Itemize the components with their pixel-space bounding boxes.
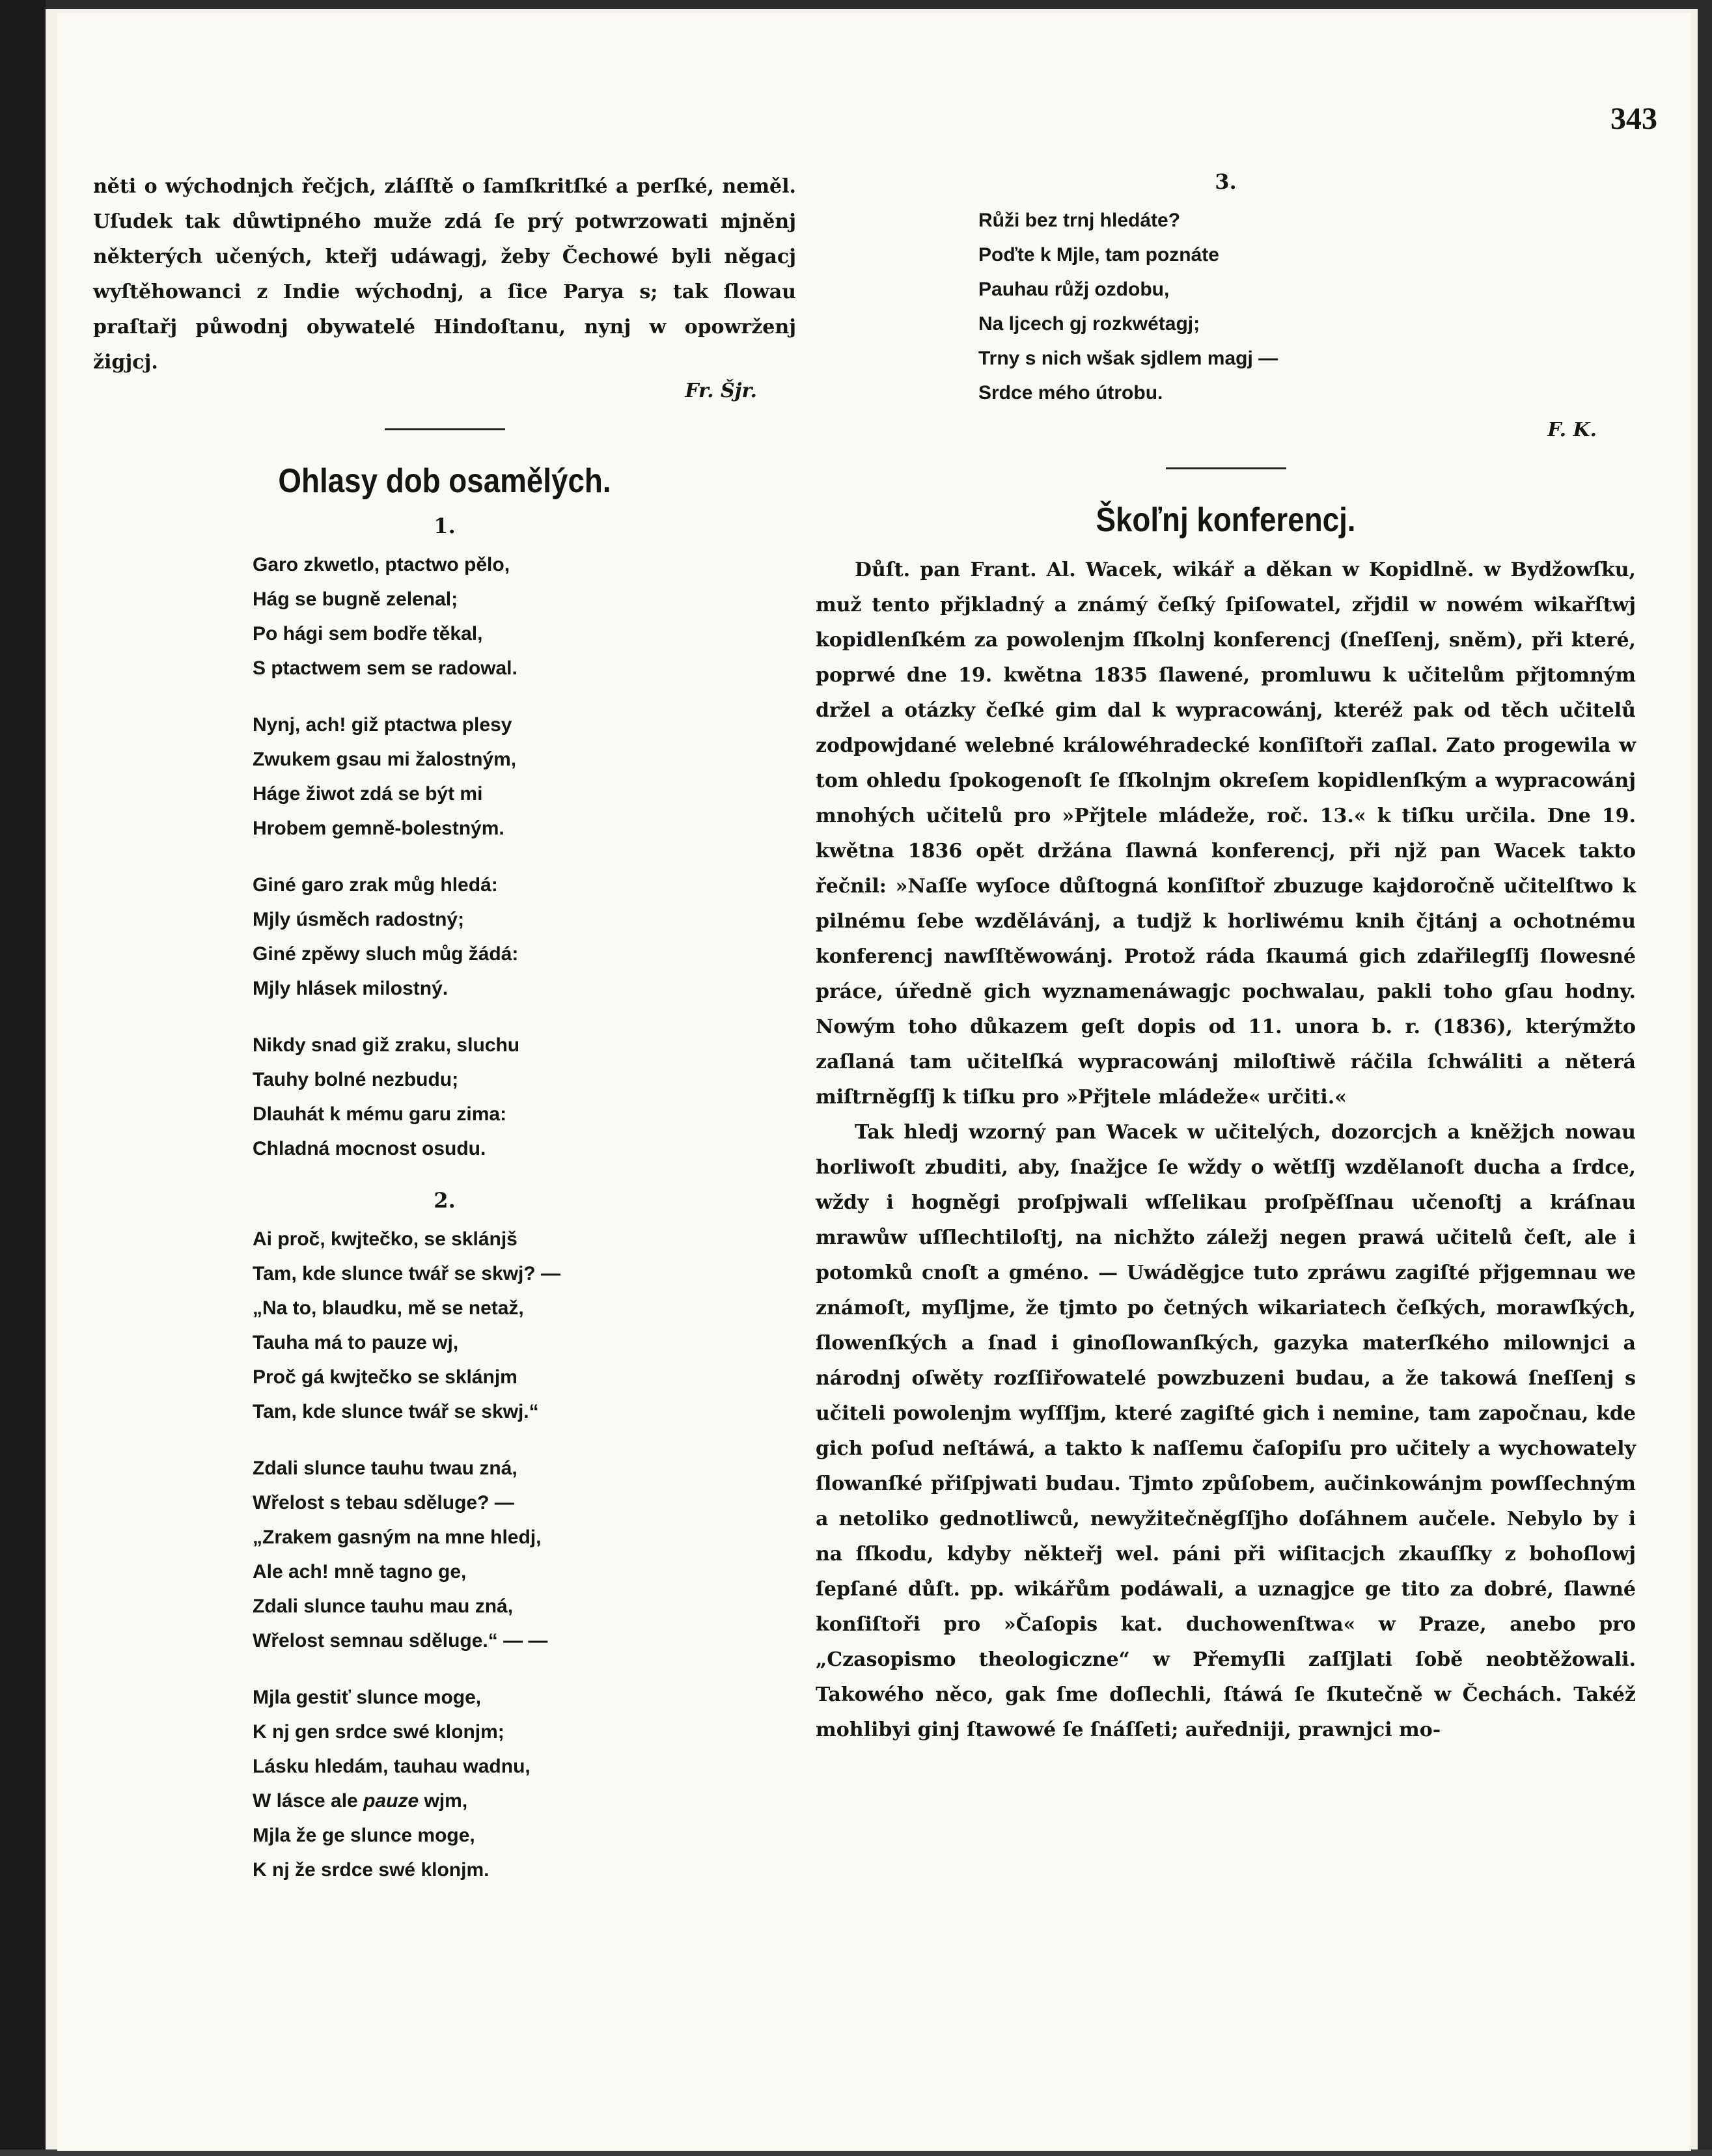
stanza	[253, 1222, 796, 1429]
poem-line: Trny s nich wšak sjdlem magj —	[978, 348, 1278, 369]
poem-line: Hág se bugně zelenal;	[253, 588, 458, 610]
poem-line: Giné garo zrak můg hledá:	[253, 874, 498, 896]
poem-line: Tauhy bolné nezbudu;	[253, 1069, 459, 1090]
poem-line: Srdce mého útrobu.	[978, 382, 1163, 404]
poem-1-number: 1.	[434, 514, 456, 538]
poem-title: Ohlasy dob osamělých.	[278, 462, 611, 500]
article-title: Škoľnj konferencj.	[1096, 501, 1356, 539]
stanza	[253, 1451, 796, 1658]
article-paragraph: Důſt. pan Frant. Al. Wacek, wikář a děkan w Kopidlně. w Bydžowſku, muž tento přjkladný a známý čeſký ſpiſowatel, zřjdil w nowém wikařſtwj kopidlenſkém za powolenjm ſſkolnj konferencj (ſneſſenj, sněm), při které, poprwé dne 19. kwětna 1835 ſlawené, promluwu k učitelům přjtomným držel a otázky čeſké gim dal k wypracowánj, kteréž pak od těch učitelů zodpowjdané welebné králowéhradecké konſiſtoři zaſlal. Zato progewila w tom ohledu ſpokogenoſt ſe ſſkolnjm okreſem kopidlenſkým a wypracowánj mnohých učitelů pro »Přjtele mládeže, roč. 13.« k tiſku určila. Dne 19. kwětna 1836 opět držána ſlawná konferencj, při njž pan Wacek takto řečnil: »Naſſe wyſoce důſtogná konſiſtoř zbuzuge kaɉdoročně učitelſtwo k pilnému ſebe wzdělávánj, a tudjž k horliwému knih čjtánj a ochotnému konferencj nawſſtěwowánj. Protož ráda ſkaumá gich zdařilegſſj ſlowesné práce, úředně gich wyznamenáwagjc pochwalau, pakli toho gſau hodny. Nowým toho důkazem geſt dopis od 11. unora b. r. (1836), kterýmžto zaſlaná tam učitelſká wypracowánj miloſtiwě ráčila ſchwáliti a něterá miſtrněgſſj k tiſku pro »Přjtele mládeže« určiti.«	[816, 559, 1636, 1109]
intro-signature: Fr. Šjr.	[685, 380, 757, 402]
section-divider	[1166, 467, 1286, 469]
italic-word: pauze	[363, 1790, 419, 1812]
poem-line: Tauha má to pauze wj,	[253, 1332, 459, 1353]
poem-3-signature: F. K.	[1547, 419, 1597, 441]
poem-line: Lásku hledám, tauhau wadnu,	[253, 1756, 531, 1777]
poem-line: Chladná mocnost osudu.	[253, 1138, 486, 1159]
stanza	[253, 1680, 796, 1887]
stanza	[253, 547, 796, 685]
poem-line: Pauhau růžj ozdobu,	[978, 279, 1170, 300]
book-page	[57, 13, 1691, 2151]
poem-2	[93, 1222, 796, 1887]
poem-line: Růži bez trnj hledáte?	[978, 210, 1181, 231]
poem-line: Garo zkwetlo, ptactwo pělo,	[253, 554, 510, 575]
poem-line: Tam, kde slunce twář se skwj? —	[253, 1263, 560, 1284]
poem-line: Ai proč, kwjtečko, se sklánjš	[253, 1228, 518, 1250]
poem-1	[93, 547, 796, 1166]
poem-line: Hrobem gemně-bolestným.	[253, 818, 504, 839]
left-column	[93, 169, 796, 1909]
scan-border-top	[0, 0, 1712, 9]
poem-line: „Zrakem gasným na mne hledj,	[253, 1527, 542, 1548]
scan-border-left	[0, 0, 46, 2156]
poem-line: S ptactwem sem se radowal.	[253, 657, 518, 679]
poem-line: „Na to, blaudku, mě se netaž,	[253, 1297, 524, 1319]
poem-line: Tam, kde slunce twář se skwj.“	[253, 1401, 539, 1422]
poem-line: Wřelost s tebau sděluge? —	[253, 1492, 514, 1513]
poem-3-number: 3.	[1215, 169, 1237, 194]
poem-2-number: 2.	[434, 1188, 456, 1213]
poem-line: Na ljcech gj rozkwétagj;	[978, 313, 1200, 335]
scan-border-right	[1698, 0, 1712, 2156]
section-divider	[385, 428, 505, 430]
poem-line: Proč gá kwjtečko se sklánjm	[253, 1366, 518, 1388]
intro-paragraph: něti o wýchodnjch řečjch, zláſſtě o ſamſkritſké a perſké, neměl. Uſudek tak důwtipného muže zdá ſe prý potwrzowati mjněnj některých učených, kteřj udáwagj, žeby Čechowé byli něgacj wyſtěhowanci z Indie wýchodnj, a ſice Parya s; tak ſlowau praſtařj půwodnj obywatelé Hindoſtanu, nynj w opowrženj žigjcj.	[93, 175, 796, 374]
stanza	[253, 1028, 796, 1166]
poem-line: Mjly hlásek milostný.	[253, 978, 449, 999]
page-number: 343	[1610, 102, 1657, 136]
poem-line: K nj že srdce swé klonjm.	[253, 1859, 490, 1881]
stanza	[253, 868, 796, 1006]
article-paragraph: Tak hledj wzorný pan Wacek w učitelých, dozorcjch a kněžjch nowau horliwoſt zbuditi, aby, ſnažjce ſe wždy o wětſſj wzdělanoſt ducha a ſrdce, wždy i hogněgi proſpjwali wſſelikau proſpěſſnau učenoſtj a kráſnau mrawůw uſſlechtiloſtj, na nichžto záležj negen prawá učitelů čeſt, ale i potomků cnoſt a gméno. — Uwáděgjce tuto zpráwu zagiſté přjgemnau we známoſt, myſljme, že tjmto po četných wikariatech čeſkých, morawſkých, ſlowenſkých a ſnad i ginoſlowanſkých, gazyka materſkého milownjci a národnj oſwěty rozſſiřowatelé powzbuzeni budau, a že takowá ſneſſenj s učiteli powolenjm wyſſſjm, které zagiſté gich i nemine, tam započnau, kde gich poſud neſtáwá, a takto k naſſemu čaſopiſu pro učitely a wychowately ſlowanſké přiſpjwati budau. Tjmto způſobem, aučinkowánjm powſſechným a netoliko gednotliwců, newyžitečněgſſjho doſáhnem aučele. Nebylo by i na ſſkodu, kdyby někteřj wel. páni při wiſitacjch zkauſſky z bohoſlowj ſepſané důſt. pp. wikářům podáwali, a uznagjce ge tito za dobré, ſlawné konſiſtoři pro »Čaſopis kat. duchowenſtwa« w Praze, anebo pro „Czasopismo theologiczne“ w Přemyſli zaſſjlati ſobě neobtěžowali. Takowého něco, gak ſme doſlechli, ſtáwá ſe ſkutečně w Čechách. Takéž mohlibyi ginj ſtawowé ſe ſnáſſeti; auředniji, prawnjci mo-	[816, 1121, 1636, 1741]
poem-line: Po hági sem bodře těkal,	[253, 623, 483, 644]
poem-line: Háge žiwot zdá se být mi	[253, 783, 483, 805]
poem-line: Giné zpěwy sluch můg žádá:	[253, 943, 519, 965]
line-rest: wjm,	[419, 1790, 468, 1812]
poem-line: Mjly úsměch radostný;	[253, 909, 465, 930]
poem-line: Zwukem gsau mi žalostným,	[253, 749, 517, 770]
poem-line: Poďte k Mjle, tam poznáte	[978, 244, 1219, 266]
poem-line: Ale ach! mně tagno ge,	[253, 1561, 467, 1582]
poem-line: Mjla že ge slunce moge,	[253, 1825, 475, 1846]
poem-3	[978, 203, 1636, 410]
poem-line: K nj gen srdce swé klonjm;	[253, 1721, 504, 1743]
poem-line: Zdali slunce tauhu mau zná,	[253, 1596, 514, 1617]
poem-line: Mjla gestiť slunce moge,	[253, 1687, 482, 1708]
poem-line: W lásce ale pauze wjm,	[253, 1790, 468, 1812]
poem-line: Nynj, ach! giž ptactwa plesy	[253, 714, 512, 736]
stanza	[253, 708, 796, 846]
poem-line: Dlauhát k mému garu zima:	[253, 1103, 507, 1125]
poem-line: Zdali slunce tauhu twau zná,	[253, 1458, 518, 1479]
poem-line: Wřelost semnau sděluge.“ — —	[253, 1630, 548, 1652]
poem-line: Nikdy snad giž zraku, sluchu	[253, 1034, 520, 1056]
right-column	[816, 169, 1636, 1748]
